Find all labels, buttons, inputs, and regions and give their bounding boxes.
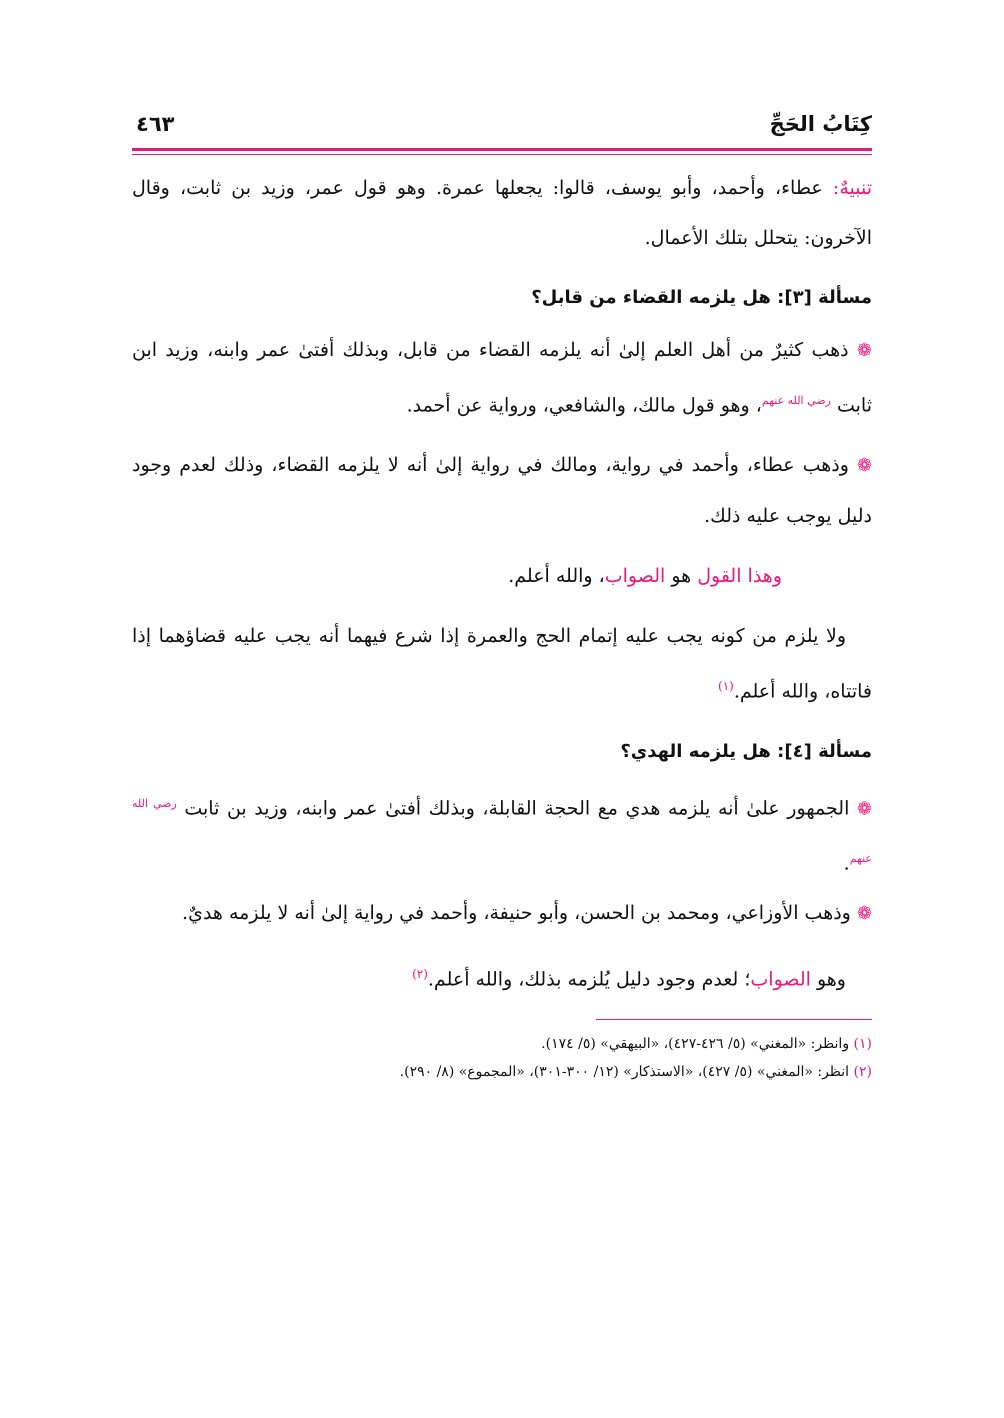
- footnote-ref-1: (١): [718, 679, 734, 694]
- flower-icon: ❁: [856, 340, 872, 361]
- footnote-1: (١) وانظر: «المغني» (٥/ ٤٢٦-٤٢٧)، «البيهقي» (٥/ ١٧٤).: [541, 1035, 872, 1052]
- masala-3-paragraph-2: ❁ وذهب عطاء، وأحمد في رواية، ومالك في رواية إلىٰ أنه لا يلزمه القضاء، وذلك لعدم وجود دليل يوجب عليه ذلك.: [132, 454, 872, 528]
- honorific-mark: رضي الله عنهم: [132, 796, 872, 865]
- masala-4-heading: مسألة [٤]: هل يلزمه الهدي؟: [620, 740, 872, 762]
- masala-4-verdict: وهو الصواب؛ لعدم وجود دليل يُلزمه بذلك، والله أعلم.$^{(٢)}$: [412, 967, 846, 991]
- footnote-2: (٢) انظر: «المغني» (٥/ ٤٢٧)، «الاستذكار» (١٢/ ٣٠٠-٣٠١)، «المجموع» (٨/ ٢٩٠).: [399, 1063, 872, 1080]
- note-paragraph: [132, 163, 872, 263]
- masala-3-paragraph-3: ولا يلزم من كونه يجب عليه إتمام الحج والعمرة إذا شرع فيهما أنه يجب عليه قضاؤهما إذا فاتتاه، والله أعلم.$^{(١)}$: [132, 625, 872, 703]
- footnote-separator: [596, 1019, 872, 1020]
- page: [132, 112, 872, 1086]
- masala-4-paragraph-2: ❁ وذهب الأوزاعي، ومحمد بن الحسن، وأبو حنيفة، وأحمد في رواية إلىٰ أنه لا يلزمه هديٌ.: [182, 902, 872, 925]
- header-rule-thin: [132, 154, 872, 155]
- flower-icon: ❁: [856, 903, 872, 925]
- header-rule-thick: [132, 148, 872, 151]
- page-number: ٤٦٣: [136, 112, 175, 136]
- masala-3-heading: مسألة [٣]: هل يلزمه القضاء من قابل؟: [531, 287, 872, 308]
- masala-4-paragraph-1: ❁ الجمهور علىٰ أنه يلزمه هدي مع الحجة القابلة، وبذلك أفتىٰ عمر وابنه، وزيد بن ثابت $^{رضي الله عنهم}$.: [132, 796, 873, 875]
- flower-icon: ❁: [856, 797, 873, 819]
- honorific-mark: رضي الله عنهم: [761, 394, 831, 407]
- book-title: كِتَابُ الحَجِّ: [769, 112, 872, 136]
- masala-3-verdict: وهذا القول هو الصواب، والله أعلم.: [508, 565, 782, 588]
- footnote-ref-2: (٢): [412, 967, 428, 982]
- running-header: [132, 112, 872, 146]
- masala-3-paragraph-1: ❁ ذهب كثيرٌ من أهل العلم إلىٰ أنه يلزمه القضاء من قابل، وبذلك أفتىٰ عمر وابنه، وزيد ابن ثابت $^{رضي الله عنهم}$، وهو قول مالك، والشافعي، ورواية عن أحمد.: [132, 339, 872, 417]
- flower-icon: ❁: [856, 455, 872, 477]
- note-text: عطاء، وأحمد، وأبو يوسف، قالوا: يجعلها عمرة. وهو قول عمر، وزيد بن ثابت، وقال الآخرون: يتحلل بتلك الأعمال.: [132, 177, 872, 249]
- note-label: تنبيهٌ:: [832, 177, 872, 199]
- footnotes: [132, 1030, 872, 1086]
